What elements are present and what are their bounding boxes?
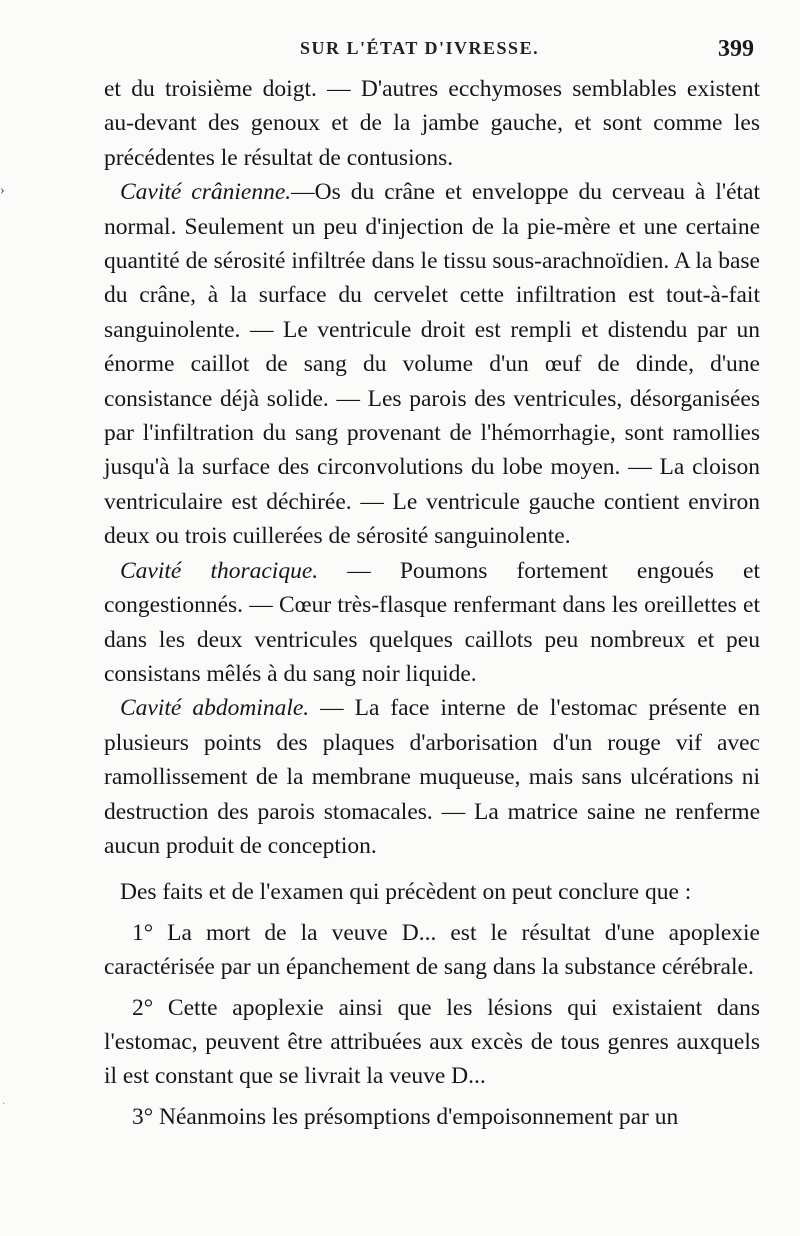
paragraph-continuation <box>104 72 760 175</box>
paragraph-cranial-cavity <box>104 175 760 553</box>
conclusion-item-2 <box>104 991 760 1094</box>
paragraph-text: 1° La mort de la veuve D... est le résultat d'une apoplexie caractérisée par un épanchement de sang dans la substance cérébrale. <box>104 919 760 981</box>
paragraph-conclusion-intro <box>104 875 760 909</box>
margin-mark: › <box>0 183 5 198</box>
margin-speck: · <box>2 1099 6 1110</box>
running-head <box>100 36 760 66</box>
running-title: SUR L'ÉTAT D'IVRESSE. <box>300 38 540 58</box>
paragraph-text: — La face interne de l'estomac présente en plusieurs points des plaques d'arborisation d'un rouge vif avec ramollissement de la membrane muqueuse, mais sans ulcérations ni destruction des parois stomacales. — La matrice saine ne renferme aucun produit de conception. <box>104 695 760 859</box>
paragraph-text: 2° Cette apoplexie ainsi que les lésions qui existaient dans l'estomac, peuvent être attribuées aux excès de tous genres auxquels il est constant que se livrait la veuve D... <box>104 994 760 1090</box>
conclusion-item-1 <box>104 916 760 985</box>
section-title: Cavité crânienne. <box>120 179 292 206</box>
paragraph-abdominal-cavity <box>104 691 760 863</box>
paragraph-text: 3° Néanmoins les présomptions d'empoisonnement par un <box>132 1103 679 1130</box>
paragraph-text: — Poumons fortement engoués et congestionnés. — Cœur très-flasque renfermant dans les oreillettes et dans les deux ventricules quelques caillots peu nombreux et peu consistans mêlés à du sang noir liquide. <box>104 557 760 687</box>
conclusion-item-3 <box>104 1100 760 1134</box>
paragraph-text: Des faits et de l'examen qui précèdent on peut conclure que : <box>120 879 692 906</box>
section-title: Cavité abdominale. <box>120 695 310 722</box>
section-title: Cavité thoracique. <box>120 557 319 584</box>
body-text <box>104 72 760 1134</box>
page-number: 399 <box>718 36 754 62</box>
paragraph-thoracic-cavity <box>104 554 760 692</box>
paragraph-text: et du troisième doigt. — D'autres ecchymoses semblables existent au-devant des genoux et de la jambe gauche, et sont comme les précédentes le résultat de contusions. <box>104 76 760 171</box>
paragraph-text: —Os du crâne et enveloppe du cerveau à l'état normal. Seulement un peu d'injection de la pie-mère et une certaine quantité de sérosité infiltrée dans le tissu sous-arachnoïdien. A la base du crâne, à la surface du cervelet cette infiltration est tout-à-fait sanguinolente. — Le ventricule droit est rempli et distendu par un énorme caillot de sang du volume d'un œuf de dinde, d'une consistance déjà solide. — Les parois des ventricules, désorganisées par l'infiltration du sang provenant de l'hémorrhagie, sont ramollies jusqu'à la surface des circonvolutions du lobe moyen. — La cloison ventriculaire est déchirée. — Le ventricule gauche contient environ deux ou trois cuillerées de sérosité sanguinolente. <box>104 179 760 550</box>
